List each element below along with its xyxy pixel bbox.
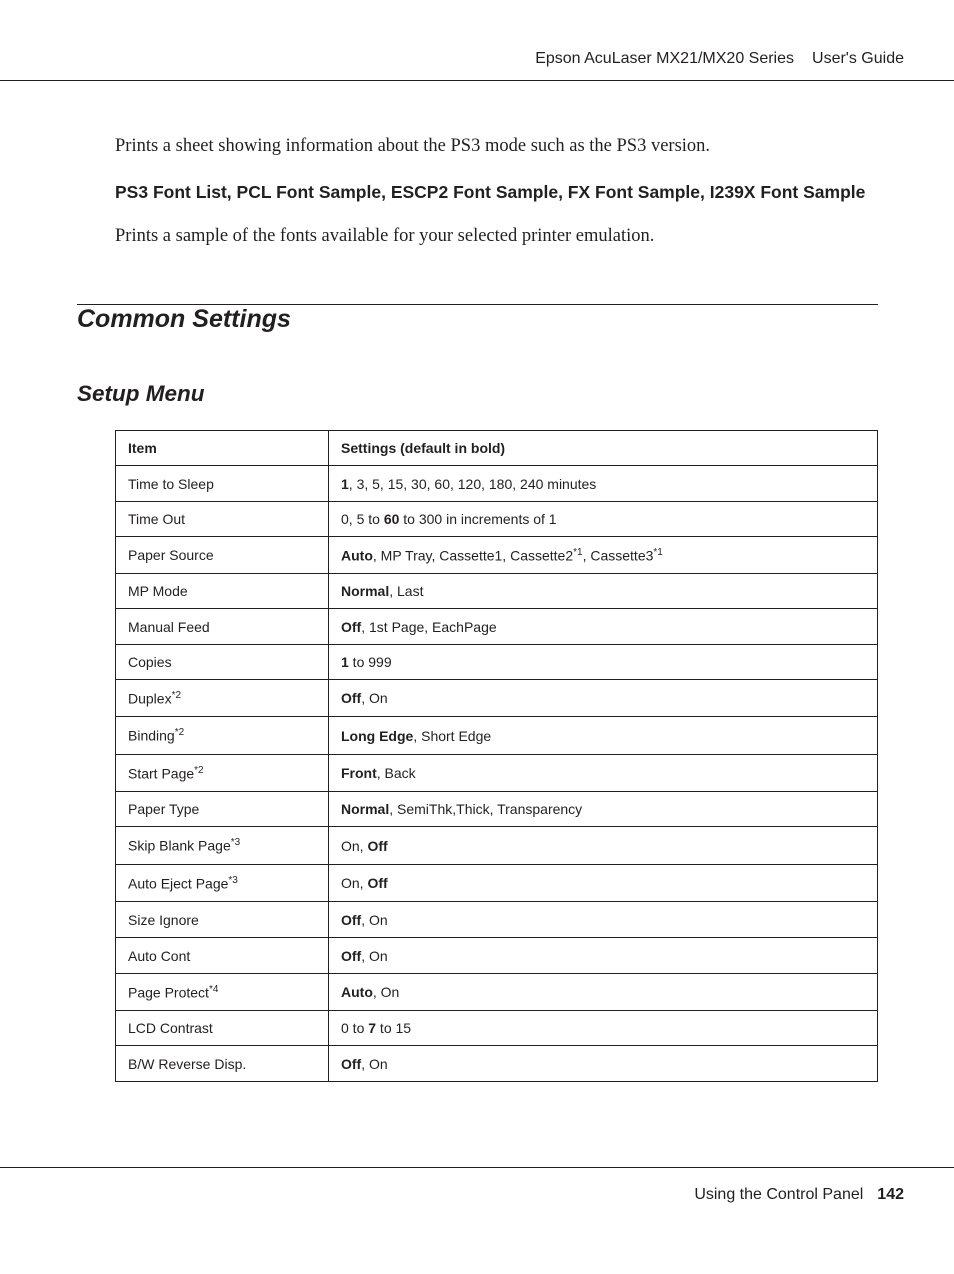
settings-cell [329,938,878,974]
footnote-marker: *3 [228,874,238,886]
settings-cell [329,537,878,574]
page-number: 142 [877,1186,904,1203]
section-title: Common Settings [77,305,291,333]
item-cell [116,938,329,974]
default-value: Off [341,947,362,964]
font-samples-heading: PS3 Font List, PCL Font Sample, ESCP2 Font Sample, FX Font Sample, I239X Font Sample [115,182,866,202]
item-label: Duplex [128,690,172,707]
settings-cell [329,574,878,609]
settings-cell [329,1046,878,1082]
item-cell [116,865,329,902]
settings-cell [329,974,878,1011]
footnote-marker: *3 [230,837,241,849]
item-label: B/W Reverse Disp. [128,1055,247,1072]
header-product: Epson AcuLaser MX21/MX20 Series [535,50,795,67]
item-cell [116,827,329,865]
settings-cell [329,645,878,680]
default-value: Auto [341,547,373,564]
table-row [116,466,878,502]
item-label: Copies [128,654,172,670]
settings-cell [329,902,878,938]
table-row [116,1011,878,1046]
settings-cell [329,717,878,755]
settings-text: 0 to [341,1020,369,1036]
settings-cell [329,466,878,502]
footnote-marker: *4 [208,983,219,995]
settings-text: to 999 [348,654,392,670]
item-label: Paper Type [128,801,200,817]
item-label: Auto Cont [128,947,191,964]
table-row [116,574,878,609]
item-label: Skip Blank Page [128,837,231,854]
item-cell [116,1011,329,1046]
item-label: Time Out [128,511,186,527]
settings-text: , On [361,690,388,706]
settings-text: On, [341,837,368,854]
item-cell [116,717,329,755]
default-value: Front [341,765,377,781]
default-value: Auto [341,984,373,1000]
item-cell [116,902,329,938]
header-rule [0,80,954,81]
footer-rule [0,1167,954,1168]
settings-text: , SemiThk,Thick, Transparency [389,801,583,817]
table-row [116,865,878,902]
item-cell [116,609,329,645]
default-value: 1 [341,475,349,492]
settings-cell [329,680,878,717]
header-guide: User's Guide [812,50,904,67]
footer-chapter: Using the Control Panel [694,1186,864,1203]
table-row [116,902,878,938]
default-value: Off [341,618,362,635]
item-cell [116,502,329,537]
settings-cell [329,792,878,827]
settings-text: , On [361,1055,388,1072]
footnote-marker: *1 [653,546,663,558]
default-value: Off [367,837,388,854]
table-body [116,466,878,1082]
settings-text: , Short Edge [413,727,492,744]
font-samples-paragraph: Prints a sample of the fonts available for your selected printer emulation. [115,226,655,246]
running-footer [694,1186,904,1204]
intro-paragraph: Prints a sheet showing information about the PS3 mode such as the PS3 version. [115,136,711,156]
settings-text: , Last [389,583,424,599]
table-row [116,755,878,792]
table-row [116,792,878,827]
item-label: Size Ignore [128,911,199,928]
settings-text: , On [361,947,388,964]
item-label: Paper Source [128,547,214,563]
settings-text: , Back [376,765,416,781]
item-cell [116,466,329,502]
item-cell [116,574,329,609]
settings-text: to 300 in increments of 1 [399,511,557,527]
table-row [116,974,878,1011]
item-cell [116,755,329,792]
table-row [116,537,878,574]
default-value: Off [341,1055,362,1072]
footnote-marker: *2 [174,727,185,739]
subsection-title: Setup Menu [77,381,205,406]
item-cell [116,645,329,680]
item-label: Auto Eject Page [128,875,229,892]
item-cell [116,1046,329,1082]
item-label: Page Protect [128,984,209,1001]
settings-text: , MP Tray, Cassette1, Cassette2 [372,547,574,564]
item-label: LCD Contrast [128,1020,213,1036]
item-label: MP Mode [128,583,188,599]
default-value: Off [341,911,362,928]
running-header [535,50,904,68]
default-value: 60 [383,511,400,527]
settings-cell [329,827,878,865]
footnote-marker: *1 [573,546,583,558]
default-value: 7 [368,1020,377,1036]
default-value: Normal [341,583,390,599]
item-cell [116,792,329,827]
column-header-item: Item [116,431,329,466]
default-value: Long Edge [341,727,414,744]
settings-text: , On [361,911,388,928]
default-value: Off [367,875,388,891]
item-label: Manual Feed [128,618,210,635]
table-row [116,827,878,865]
table-row [116,645,878,680]
table-row [116,502,878,537]
settings-cell [329,502,878,537]
settings-text: , 3, 5, 15, 30, 60, 120, 180, 240 minutes [348,475,597,492]
settings-cell [329,1011,878,1046]
item-label: Time to Sleep [128,475,214,492]
item-cell [116,974,329,1011]
setup-menu-table [115,430,878,1082]
settings-cell [329,609,878,645]
default-value: 1 [341,654,349,670]
table-row [116,717,878,755]
settings-text: to 15 [376,1020,412,1036]
default-value: Off [341,690,362,706]
table-row [116,609,878,645]
settings-cell [329,755,878,792]
settings-text: , 1st Page, EachPage [361,618,497,635]
item-cell [116,537,329,574]
table-row [116,938,878,974]
settings-cell [329,865,878,902]
footnote-marker: *2 [194,764,204,776]
default-value: Normal [341,801,390,817]
table-header-row [116,431,878,466]
item-cell [116,680,329,717]
table-row [116,1046,878,1082]
settings-text: 0, 5 to [341,511,384,527]
settings-text: On, [341,875,368,891]
footnote-marker: *2 [171,689,182,701]
table-row [116,680,878,717]
column-header-settings: Settings (default in bold) [329,431,878,466]
settings-text: , Cassette3 [582,547,654,564]
settings-text: , On [372,984,400,1000]
item-label: Start Page [128,765,195,782]
item-label: Binding [128,727,175,744]
